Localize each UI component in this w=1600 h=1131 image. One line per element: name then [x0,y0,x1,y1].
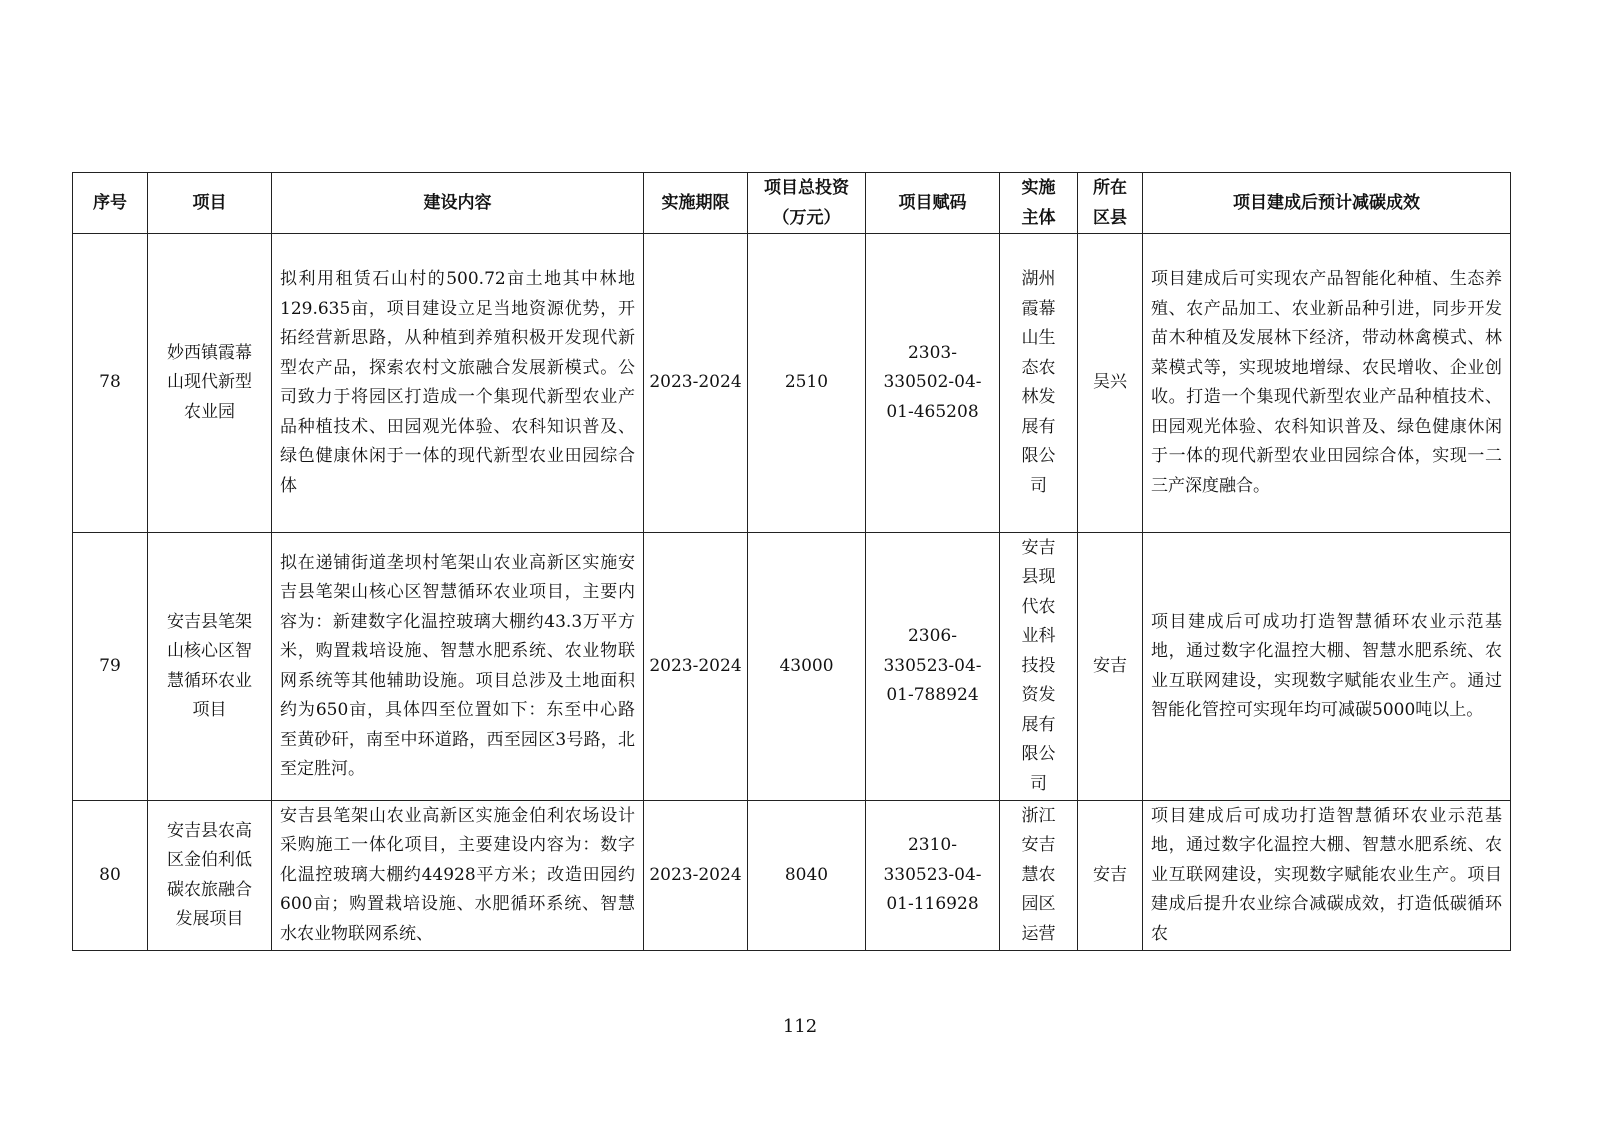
header-period: 实施期限 [644,173,748,234]
cell-content: 拟利用租赁石山村的500.72亩土地其中林地129.635亩，项目建设立足当地资源优势，开拓经营新思路，从种植到养殖积极开发现代新型农产品，探索农村文旅融合发展新模式。公司致力于将园区打造成一个集现代新型农业产品种植技术、田园观光体验、农科知识普及、绿色健康休闲于一体的现代新型农业田园综合体 [272,234,644,533]
cell-content: 拟在递铺街道垄坝村笔架山农业高新区实施安吉县笔架山核心区智慧循环农业项目，主要内容为：新建数字化温控玻璃大棚约43.3万平方米，购置栽培设施、智慧水肥系统、农业物联网系统等其他辅助设施。项目总涉及土地面积约为650亩，具体四至位置如下：东至中心路至黄砂矸，南至中环道路，西至园区3号路，北至定胜河。 [272,533,644,801]
cell-content: 安吉县笔架山农业高新区实施金伯利农场设计采购施工一体化项目，主要建设内容为：数字化温控玻璃大棚约44928平方米；改造田园约600亩；购置栽培设施、水肥循环系统、智慧水农业物联网系统、 [272,801,644,951]
header-effect: 项目建成后预计减碳成效 [1143,173,1511,234]
cell-code: 2306-330523-04-01-788924 [866,533,1000,801]
cell-entity: 安吉县现代农业科技投资发展有限公司 [1000,533,1078,801]
table-row [73,234,1511,533]
cell-effect: 项目建成后可实现农产品智能化种植、生态养殖、农产品加工、农业新品种引进，同步开发苗木种植及发展林下经济，带动林禽模式、林菜模式等，实现坡地增绿、农民增收、企业创收。打造一个集现代新型农业产品种植技术、田园观光体验、农科知识普及、绿色健康休闲于一体的现代新型农业田园综合体，实现一二三产深度融合。 [1143,234,1511,533]
project-table [72,172,1511,951]
cell-district: 安吉 [1078,533,1143,801]
cell-investment: 8040 [748,801,866,951]
table-row [73,801,1511,951]
cell-project: 妙西镇霞幕山现代新型农业园 [148,234,272,533]
cell-no: 78 [73,234,148,533]
header-content: 建设内容 [272,173,644,234]
header-district: 所在区县 [1078,173,1143,234]
cell-project: 安吉县农高区金伯利低碳农旅融合发展项目 [148,801,272,951]
cell-code: 2303-330502-04-01-465208 [866,234,1000,533]
cell-effect: 项目建成后可成功打造智慧循环农业示范基地，通过数字化温控大棚、智慧水肥系统、农业互联网建设，实现数字赋能农业生产。通过智能化管控可实现年均可减碳5000吨以上。 [1143,533,1511,801]
cell-period: 2023-2024 [644,533,748,801]
table-header-row [73,173,1511,234]
header-code: 项目赋码 [866,173,1000,234]
cell-period: 2023-2024 [644,234,748,533]
cell-district: 吴兴 [1078,234,1143,533]
cell-entity: 浙江安吉慧农园区运营 [1000,801,1078,951]
cell-investment: 2510 [748,234,866,533]
cell-no: 80 [73,801,148,951]
page-number: 112 [782,1016,818,1037]
header-no: 序号 [73,173,148,234]
cell-effect: 项目建成后可成功打造智慧循环农业示范基地，通过数字化温控大棚、智慧水肥系统、农业互联网建设，实现数字赋能农业生产。项目建成后提升农业综合减碳成效，打造低碳循环农 [1143,801,1511,951]
cell-no: 79 [73,533,148,801]
cell-period: 2023-2024 [644,801,748,951]
cell-code: 2310-330523-04-01-116928 [866,801,1000,951]
header-project: 项目 [148,173,272,234]
cell-project: 安吉县笔架山核心区智慧循环农业项目 [148,533,272,801]
cell-investment: 43000 [748,533,866,801]
cell-district: 安吉 [1078,801,1143,951]
table-row [73,533,1511,801]
cell-entity: 湖州霞幕山生态农林发展有限公司 [1000,234,1078,533]
header-entity: 实施主体 [1000,173,1078,234]
header-investment: 项目总投资（万元） [748,173,866,234]
